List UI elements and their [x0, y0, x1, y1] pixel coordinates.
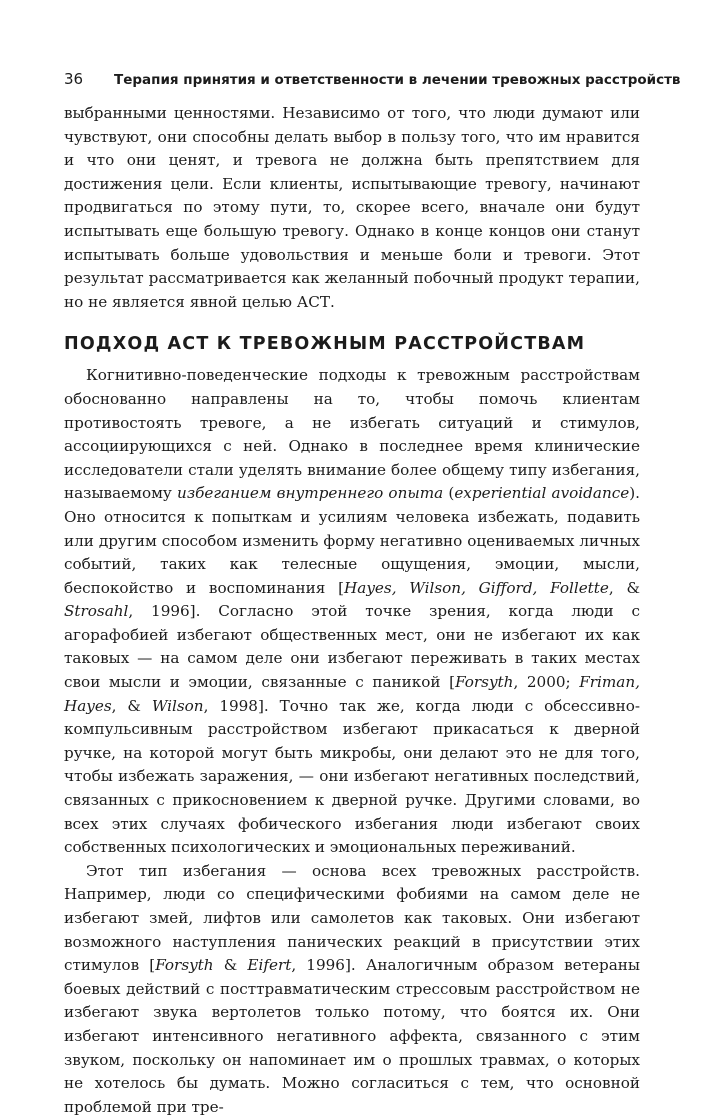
running-title: Терапия принятия и ответственности в лечении тревожных расстройств: [114, 72, 681, 88]
paragraph-avoidance-basis: [64, 860, 640, 1119]
italic-term-english: experiential avoidance: [454, 484, 630, 503]
text-run: , 2000;: [513, 673, 580, 692]
section-heading: ПОДХОД АСТ К ТРЕВОЖНЫМ РАССТРОЙСТВАМ: [64, 334, 586, 355]
citation-authors: Hayes, Wilson, Gifford, Follette: [344, 578, 609, 597]
citation-authors: Forsyth: [455, 673, 514, 692]
text-run: , 1996]. Аналогичным образом ветераны боевых действий с посттравматическим стрессовым расстройством не избегают звука вертолетов только потому, что боятся их. Они избегают интенсивного негативного аффекта, связанного с этим звуком, поскольку он напоминает им о прошлых травмах, о которых не хотелось бы думать. Можно согласиться с тем, что основной проблемой при тре-: [64, 956, 640, 1116]
text-run: &: [213, 956, 248, 975]
paragraph-continued: выбранными ценностями. Независимо от того, что люди думают или чувствуют, они способны делать выбор в пользу того, что им нравится и что они ценят, и тревога не должна быть препятствием для достижения цели. Если клиенты, испытывающие тревогу, начинают продвигаться по этому пути, то, скорее всего, вначале они будут испытывать еще большую тревогу. Однако в конце концов они станут испытывать больше удовольствия и меньше боли и тревоги. Этот результат рассматривается как желанный побочный продукт терапии, но не является явной целью АСТ.: [64, 104, 640, 311]
citation-authors: Friman, Hayes: [64, 673, 640, 715]
text-run: , 1998]. Точно так же, когда люди с обсессивно-компульсивным расстройством избегают прикасаться к дверной ручке, на которой могут быть микробы, они делают это не для того, чтобы избежать заражения, — они избегают негативных последствий, связанных с прикосновением к дверной ручке. Другими словами, во всех этих случаях фобического избегания люди избегают своих собственных психологических и эмоциональных переживаний.: [64, 696, 640, 857]
citation-authors: Wilson: [151, 696, 204, 715]
citation-authors: Eifert: [247, 956, 292, 975]
citation-authors: Forsyth: [155, 956, 214, 975]
italic-term: избеганием внутреннего опыта: [177, 484, 444, 503]
text-run: , &: [111, 696, 152, 715]
page-number: 36: [64, 70, 84, 88]
text-run: , 1996]. Согласно этой точке зрения, когда люди с агорафобией избегают общественных мест, они не избегают их как таковых — на самом деле они избегают переживать в таких местах свои мысли и эмоции, связанные с паникой [: [64, 602, 640, 692]
text-run: Когнитивно-поведенческие подходы к тревожным расстройствам обоснованно направлены на то, чтобы помочь клиентам противостоять тревоге, а не избегать ситуаций и стимулов, ассоциирующихся с ней. Однако в последнее время клинические исследователи стали уделять внимание более общему типу избегания, называемому: [64, 366, 640, 503]
text-run: , &: [608, 578, 641, 597]
citation-authors: Strosahl: [64, 602, 129, 621]
text-run: (: [443, 484, 455, 503]
page-content: [64, 102, 640, 1119]
paragraph-experiential-avoidance: [64, 364, 640, 859]
text-run: Этот тип избегания — основа всех тревожных расстройств. Например, люди со специфическими фобиями на самом деле не избегают змей, лифтов или самолетов как таковых. Они избегают возможного наступления панических реакций в присутствии этих стимулов [: [64, 861, 640, 975]
text-run: ). Оно относится к попыткам и усилиям человека избежать, подавить или другим способом изменить форму негативно оцениваемых личных событий, таких как телесные ощущения, эмоции, мысли, беспокойство и воспоминания [: [64, 484, 640, 597]
running-header: [64, 70, 681, 88]
